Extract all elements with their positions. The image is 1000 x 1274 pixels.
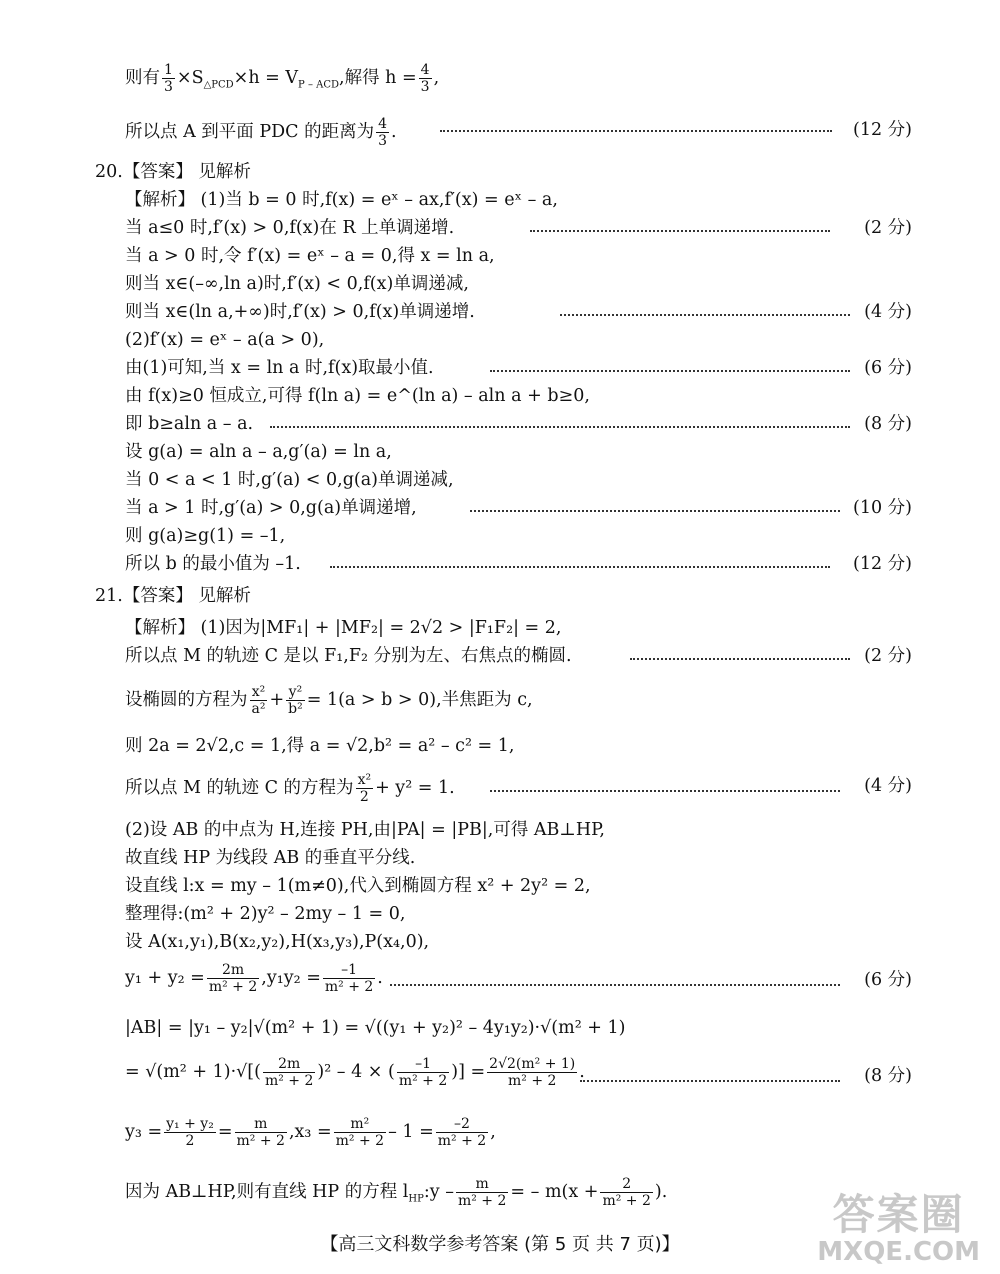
text-line: 当 0 < a < 1 时,g′(a) < 0,g(a)单调递减, — [125, 470, 454, 490]
score-label: (2 分) — [864, 646, 912, 666]
score-label: (6 分) — [864, 970, 912, 990]
leader-dots — [560, 312, 850, 316]
text-line: 当 a > 1 时,g′(a) > 0,g(a)单调递增, — [125, 498, 417, 518]
score-label: (12 分) — [853, 120, 912, 140]
question-header: 20.【答案】 见解析 — [95, 162, 251, 182]
text-line: 【解析】 (1)因为|MF₁| + |MF₂| = 2√2 > |F₁F₂| = 2, — [125, 618, 562, 638]
text-line: 所以点 M 的轨迹 C 的方程为 $\frac{\text{x²}}{2}$ + y² = 1. — [125, 772, 455, 805]
text-line: 设 A(x₁,y₁),B(x₂,y₂),H(x₃,y₃),P(x₄,0), — [125, 932, 430, 952]
text-line: = √(m² + 1)·√[( $\frac{2m}{\text{m² + 2}}$ )² – 4 × ( $\frac{-1}{\text{m² + 2}}$ )] = $\frac{\text{2√2(m² + 1)}}{\text{m² + 2}}$ . — [125, 1056, 585, 1089]
leader-dots — [580, 1078, 840, 1082]
leader-dots — [470, 508, 840, 512]
text-line: 当 a > 0 时,令 f′(x) = eˣ – a = 0,得 x = ln a, — [125, 246, 495, 266]
watermark — [817, 1192, 980, 1266]
score-label: (12 分) — [853, 554, 912, 574]
page-footer: 【高三文科数学参考答案 (第 5 页 共 7 页)】 — [320, 1234, 680, 1255]
text-line: 所以点 A 到平面 PDC 的距离为 $\frac{4}{3}$ . — [125, 116, 397, 149]
text-line: (2)f′(x) = eˣ – a(a > 0), — [125, 330, 325, 350]
text-line: y₃ = $\frac{\text{y₁ + y₂}}{2}$ = $\frac{m}{\text{m² + 2}}$ ,x₃ = $\frac{\text{m²}}{\text{m² + 2}}$ – 1 = $\frac{-2}{\text{m² + 2}}$ , — [125, 1116, 496, 1149]
score-label: (8 分) — [864, 1066, 912, 1086]
leader-dots — [330, 564, 830, 568]
leader-dots — [490, 368, 850, 372]
text-line: 由(1)可知,当 x = ln a 时,f(x)取最小值. — [125, 358, 434, 378]
text-line: 则 2a = 2√2,c = 1,得 a = √2,b² = a² – c² = 1, — [125, 736, 515, 756]
text-line: 设椭圆的方程为 $\frac{\text{x²}}{\text{a²}}$ + $\frac{\text{y²}}{\text{b²}}$ = 1(a > b > 0),半焦距为 c, — [125, 684, 533, 717]
text-line: |AB| = |y₁ – y₂|√(m² + 1) = √((y₁ + y₂)² – 4y₁y₂)·√(m² + 1) — [125, 1018, 626, 1038]
text-line: 设 g(a) = aln a – a,g′(a) = ln a, — [125, 442, 392, 462]
text-line: 当 a≤0 时,f′(x) > 0,f(x)在 R 上单调递增. — [125, 218, 455, 238]
score-label: (4 分) — [864, 302, 912, 322]
leader-dots — [490, 788, 840, 792]
leader-dots — [530, 228, 830, 232]
text-line: 由 f(x)≥0 恒成立,可得 f(ln a) = e^(ln a) – aln a + b≥0, — [125, 386, 590, 406]
text-line: 【解析】 (1)当 b = 0 时,f(x) = eˣ – ax,f′(x) = eˣ – a, — [125, 190, 558, 210]
text-line: 故直线 HP 为线段 AB 的垂直平分线. — [125, 848, 416, 868]
leader-dots — [440, 128, 832, 132]
text-line: 因为 AB⊥HP,则有直线 HP 的方程 $l_{HP}:y$ – $\frac{m}{\text{m² + 2}}$ = – m(x + $\frac{2}{\text{m² + 2}}$ ). — [125, 1176, 668, 1209]
score-label: (10 分) — [853, 498, 912, 518]
leader-dots — [270, 424, 850, 428]
leader-dots — [630, 656, 850, 660]
score-label: (2 分) — [864, 218, 912, 238]
text-line: (2)设 AB 的中点为 H,连接 PH,由|PA| = |PB|,可得 AB⊥HP, — [125, 820, 605, 840]
text-line: 则 g(a)≥g(1) = –1, — [125, 526, 286, 546]
text-line: 则当 x∈(ln a,+∞)时,f′(x) > 0,f(x)单调递增. — [125, 302, 475, 322]
leader-dots — [390, 982, 840, 986]
watermark-url: MXQE.COM — [817, 1237, 980, 1267]
text-line: 所以点 M 的轨迹 C 是以 F₁,F₂ 分别为左、右焦点的椭圆. — [125, 646, 572, 666]
text-line: 则有 $\frac{1}{3}$ $\times S_{\triangle PCD}\times h = V_{P - ACD}$,解得 h = $\frac{4}{3}$ , — [125, 62, 440, 95]
text-line: 则当 x∈(–∞,ln a)时,f′(x) < 0,f(x)单调递减, — [125, 274, 469, 294]
text-line: 所以 b 的最小值为 –1. — [125, 554, 301, 574]
text-line: 整理得:(m² + 2)y² – 2my – 1 = 0, — [125, 904, 406, 924]
text-line: 即 b≥aln a – a. — [125, 414, 254, 434]
text-line: y₁ + y₂ = $\frac{2m}{\text{m² + 2}}$ ,y₁y₂ = $\frac{-1}{\text{m² + 2}}$ . — [125, 962, 383, 995]
watermark-logo: 答案圈 — [832, 1190, 965, 1239]
text-line: 设直线 l:x = my – 1(m≠0),代入到椭圆方程 x² + 2y² = 2, — [125, 876, 591, 896]
score-label: (8 分) — [864, 414, 912, 434]
score-label: (4 分) — [864, 776, 912, 796]
score-label: (6 分) — [864, 358, 912, 378]
question-header: 21.【答案】 见解析 — [95, 586, 251, 606]
